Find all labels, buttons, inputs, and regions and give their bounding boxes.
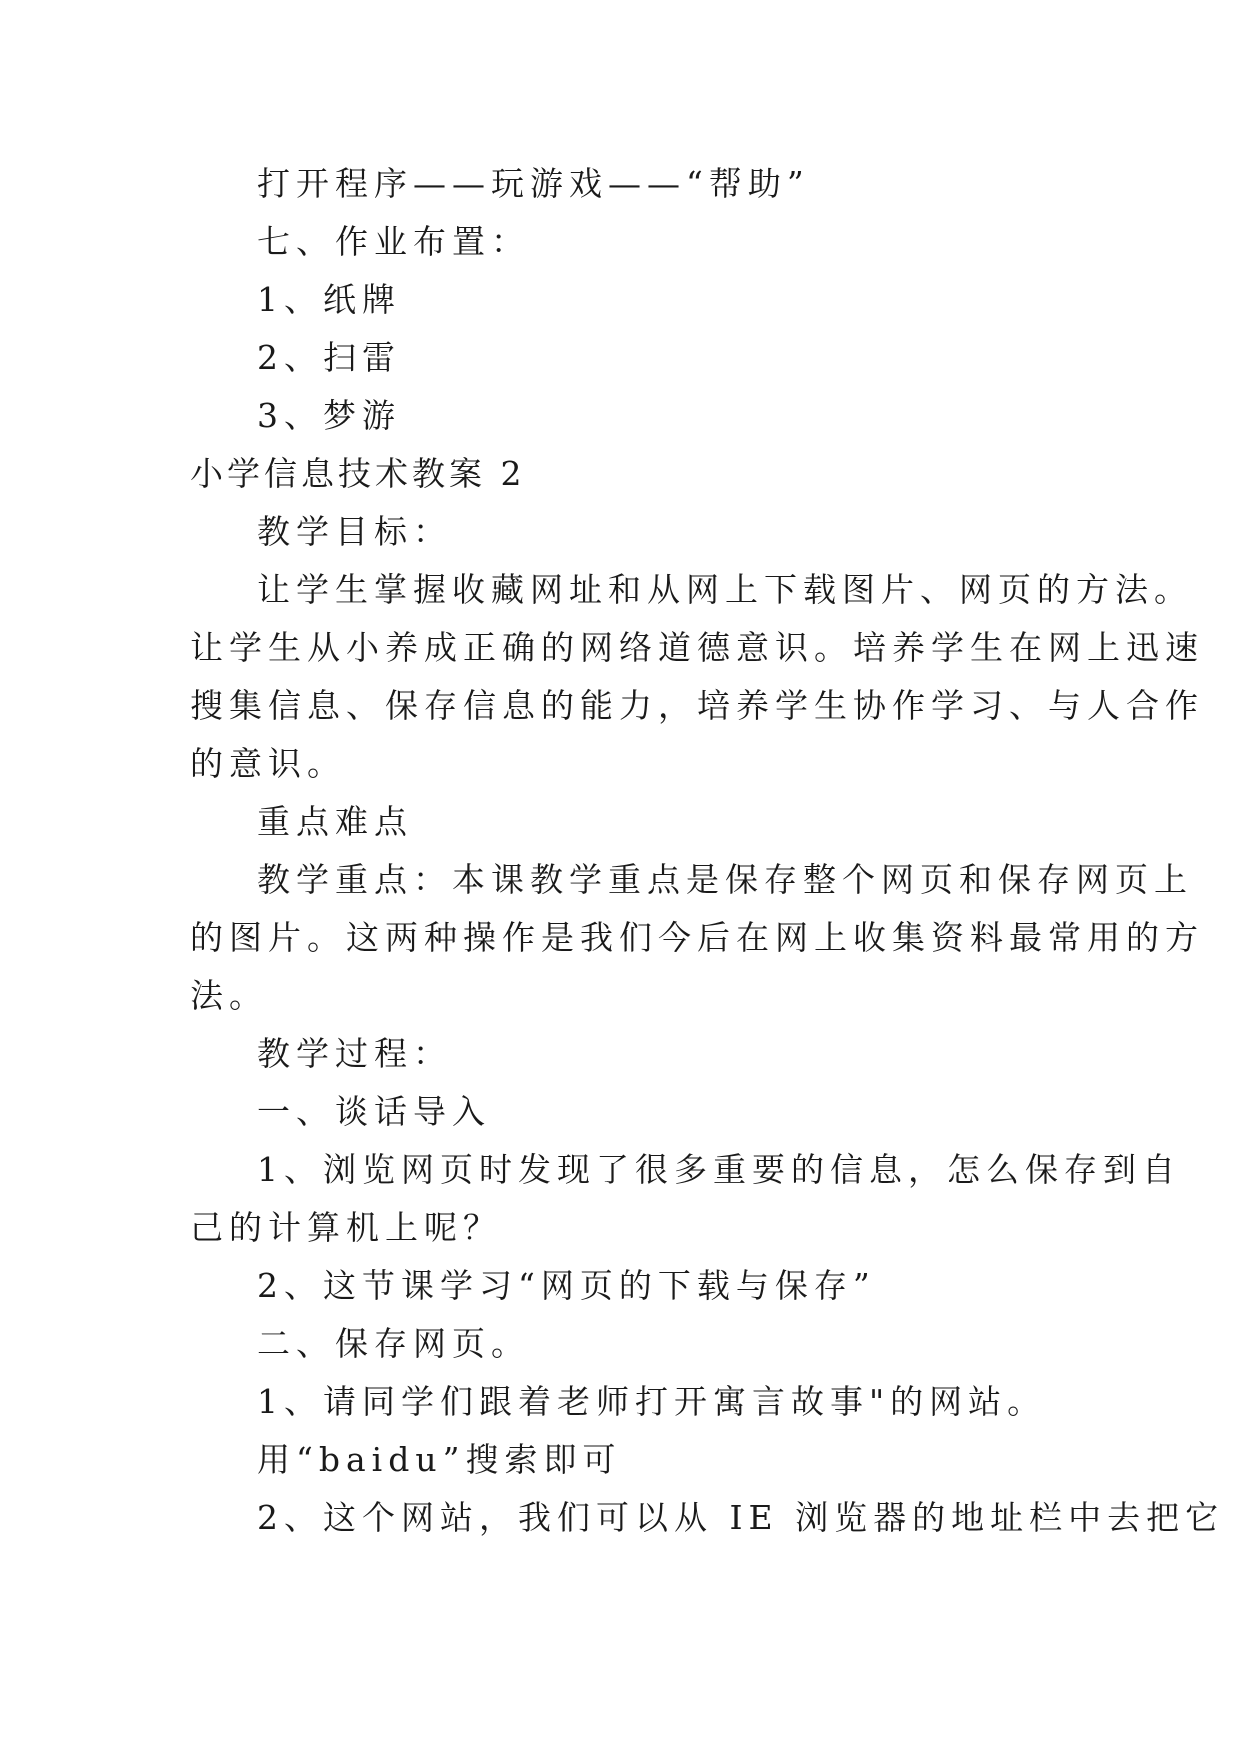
paragraph-line: 的图片。这两种操作是我们今后在网上收集资料最常用的方 [190, 918, 1204, 957]
section-heading: 重点难点 [257, 802, 413, 841]
list-item: 3、梦游 [257, 396, 401, 435]
paragraph-line: 2、这节课学习“网页的下载与保存” [257, 1266, 876, 1305]
paragraph-line: 搜集信息、保存信息的能力，培养学生协作学习、与人合作 [190, 686, 1204, 725]
paragraph-line: 让学生从小养成正确的网络道德意识。培养学生在网上迅速 [190, 628, 1204, 667]
text-line: 打开程序——玩游戏——“帮助” [257, 164, 810, 203]
list-item: 2、扫雷 [257, 338, 401, 377]
paragraph-line: 1、请同学们跟着老师打开寓言故事"的网站。 [257, 1382, 1047, 1421]
paragraph-line: 让学生掌握收藏网址和从网上下载图片、网页的方法。 [257, 570, 1193, 609]
paragraph-line: 2、这个网站，我们可以从 IE 浏览器的地址栏中去把它 [257, 1498, 1225, 1537]
document-title: 小学信息技术教案 2 [190, 454, 526, 493]
paragraph-line: 己的计算机上呢？ [190, 1208, 502, 1247]
section-heading: 二、保存网页。 [257, 1324, 530, 1363]
paragraph-line: 1、浏览网页时发现了很多重要的信息，怎么保存到自 [257, 1150, 1181, 1189]
section-heading: 教学目标： [257, 512, 452, 551]
paragraph-line: 教学重点：本课教学重点是保存整个网页和保存网页上 [257, 860, 1193, 899]
section-heading: 一、谈话导入 [257, 1092, 491, 1131]
list-item: 1、纸牌 [257, 280, 401, 319]
paragraph-line: 用“baidu”搜索即可 [257, 1440, 622, 1479]
paragraph-line: 法。 [190, 976, 268, 1015]
paragraph-line: 的意识。 [190, 744, 346, 783]
section-heading: 教学过程： [257, 1034, 452, 1073]
section-heading: 七、作业布置： [257, 222, 530, 261]
